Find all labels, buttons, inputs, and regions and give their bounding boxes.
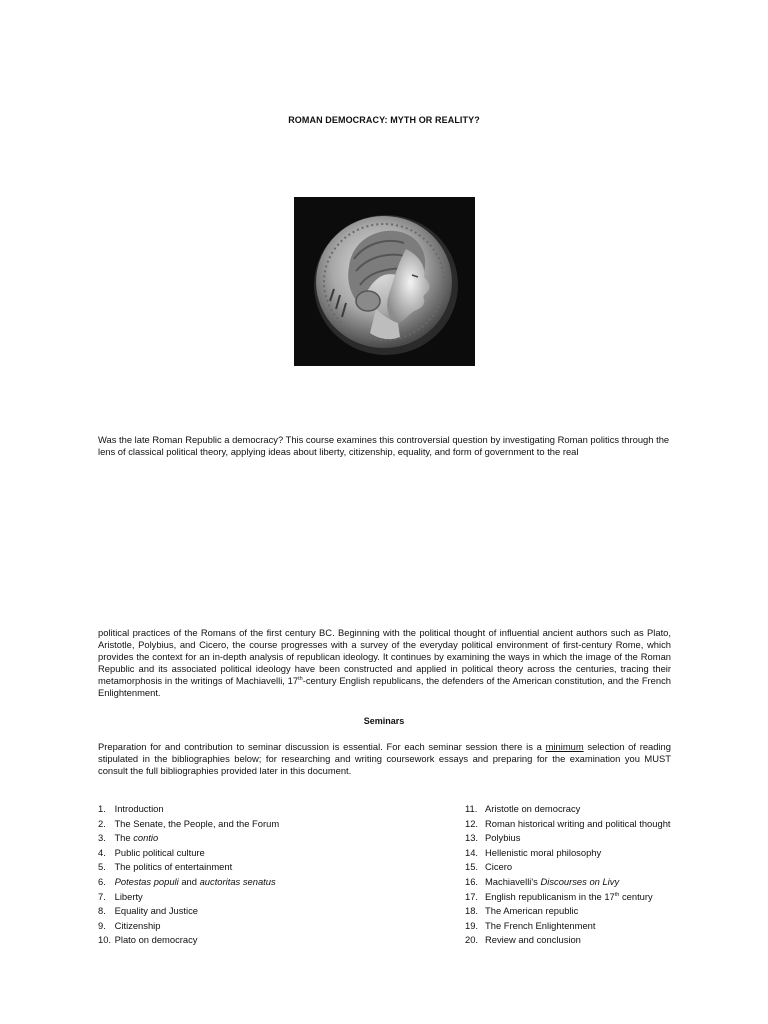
list-item <box>465 904 725 919</box>
list-item-label: Introduction <box>114 803 164 814</box>
list-item-label-italic: Discourses on Livy <box>540 875 620 887</box>
list-item-label: Aristotle on democracy <box>485 803 581 814</box>
list-item-number: 14. <box>465 846 479 858</box>
list-item-number: 1. <box>98 803 106 814</box>
seminar-list-right <box>465 802 725 948</box>
list-item-number: 10. <box>98 934 112 946</box>
list-item-number: 2. <box>98 817 106 829</box>
list-item-number: 4. <box>98 846 106 858</box>
list-item-label-italic: Potestas populi <box>114 875 179 887</box>
list-item-number: 9. <box>98 919 106 931</box>
list-item-label: Plato on democracy <box>114 934 198 946</box>
list-item-number: 13. <box>465 832 479 844</box>
list-item-label-pre: The <box>114 832 134 844</box>
list-item-number: 15. <box>465 861 479 873</box>
list-item <box>465 875 725 890</box>
list-item-label: Hellenistic moral philosophy <box>485 846 602 858</box>
list-item-label: Public political culture <box>114 846 205 858</box>
seminars-heading: Seminars <box>363 716 405 726</box>
list-item <box>98 846 428 861</box>
coin-image <box>294 197 475 366</box>
list-item <box>465 846 725 861</box>
list-item-label: Liberty <box>114 890 143 902</box>
list-item <box>98 831 428 846</box>
list-item-label-pre: Machiavelli's <box>485 875 541 887</box>
list-item <box>98 933 428 948</box>
list-item-number: 20. <box>465 934 479 946</box>
list-item-label: Roman historical writing and political thought <box>485 817 671 829</box>
list-item <box>465 933 725 948</box>
list-item-label: Equality and Justice <box>114 905 198 917</box>
list-item <box>98 875 428 890</box>
intro-part2-text-b: -century English republicans, the defenders of the American constitution, and the French Enlightenment. <box>98 675 672 698</box>
list-item <box>98 904 428 919</box>
list-item-label-italic: contio <box>133 832 159 844</box>
intro-part2-sup: th <box>298 676 303 682</box>
list-item-label-sup: th <box>614 891 620 898</box>
intro-part2-text-a: political practices of the Romans of the first century BC. Beginning with the political thought of influential ancient authors such as Plato, Aristotle, Polybius, and Cicero, the course progresses with a survey of the everyday political environment of first-century Rome, which provides the context for an in-depth analysis of republican ideology. It continues by examining the ways in which the image of the Roman Republic and its associated political ideology have been constructed and applied in political theory across the centuries, tracing their metamorphosis in the writings of Machiavelli, 17 <box>98 627 671 686</box>
list-item-label: The politics of entertainment <box>114 861 233 873</box>
seminars-intro-a: Preparation for and contribution to seminar discussion is essential. For each seminar session there is a <box>98 741 546 752</box>
list-item <box>98 919 428 934</box>
seminars-intro-b: selection of reading stipulated in the bibliographies below; for researching and writing coursework essays and preparing for the examination you MUST consult the full bibliographies provided later in this document. <box>98 741 671 776</box>
document-title: ROMAN DEMOCRACY: MYTH OR REALITY? <box>288 115 480 125</box>
list-item <box>465 919 725 934</box>
list-item-label: Polybius <box>485 832 521 844</box>
list-item-label: The American republic <box>485 905 579 917</box>
seminars-intro-paragraph <box>98 741 671 777</box>
list-item-number: 18. <box>465 905 479 917</box>
coin-icon <box>294 197 475 366</box>
seminars-intro-underlined: minimum <box>545 741 584 752</box>
list-item <box>98 817 428 832</box>
list-item-number: 17. <box>465 890 479 902</box>
list-item-label-italic2: auctoritas senatus <box>199 875 276 887</box>
list-item-label: The Senate, the People, and the Forum <box>114 817 280 829</box>
list-item <box>465 817 725 832</box>
list-item-number: 11. <box>465 803 478 814</box>
list-item-label: Cicero <box>485 861 513 873</box>
list-item <box>98 860 428 875</box>
list-item-number: 6. <box>98 875 106 887</box>
list-item <box>465 802 725 817</box>
list-item-label-post: century <box>619 890 653 902</box>
seminar-list-left <box>98 802 428 948</box>
list-item-number: 5. <box>98 861 106 873</box>
intro-paragraph-part2 <box>98 627 671 699</box>
list-item <box>465 860 725 875</box>
list-item-label: Citizenship <box>114 919 161 931</box>
list-item <box>98 802 428 817</box>
list-item-number: 19. <box>465 919 479 931</box>
list-item-number: 16. <box>465 875 479 887</box>
list-item <box>465 831 725 846</box>
list-item-number: 8. <box>98 905 106 917</box>
list-item-label-pre: English republicanism in the 17 <box>485 890 615 902</box>
list-item-number: 7. <box>98 890 106 902</box>
list-item <box>465 890 725 905</box>
list-item-number: 3. <box>98 832 106 844</box>
list-item <box>98 890 428 905</box>
list-item-number: 12. <box>465 817 479 829</box>
list-item-label-mid: and <box>178 875 200 887</box>
list-item-label: Review and conclusion <box>485 934 581 946</box>
list-item-label: The French Enlightenment <box>485 919 596 931</box>
intro-paragraph-part1: Was the late Roman Republic a democracy? This course examines this controversial question by investigating Roman politics through the lens of classical political theory, applying ideas about liberty, citizenship, equality, and form of government to the real <box>98 434 670 457</box>
